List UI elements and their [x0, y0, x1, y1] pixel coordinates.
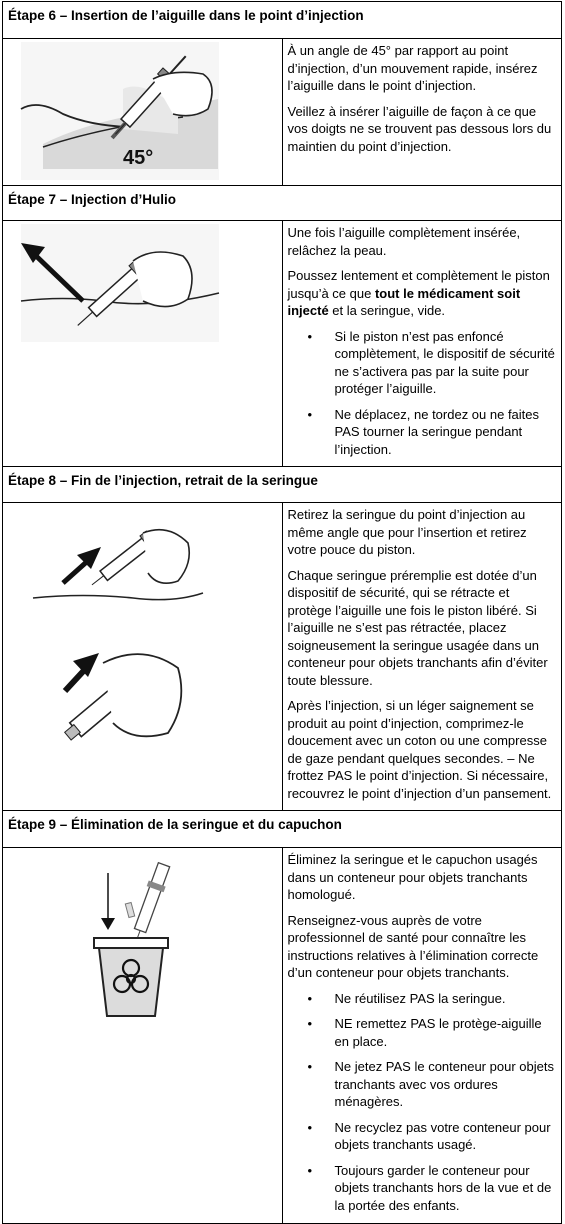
step9-bullet-4: • Ne recyclez pas votre conteneur pour objets tranchants usagé. [288, 1119, 558, 1154]
step9-paragraph-1: Éliminez la seringue et le capuchon usagés dans un conteneur pour objets tranchants homologué. [287, 852, 538, 902]
angle-45-label: 45° [123, 147, 154, 169]
step9-bullet-5: • Toujours garder le conteneur pour objets tranchants hors de la vue et de la portée des enfants. [288, 1162, 558, 1215]
step7-p2-after: et la seringue, vide. [328, 303, 446, 318]
insert-needle-45-image [3, 39, 235, 186]
step6-text [282, 39, 562, 186]
step7-bullet-list [288, 328, 558, 459]
step6-illustration [3, 39, 283, 186]
step7-text [282, 221, 562, 467]
step8-header: Étape 8 – Fin de l’injection, retrait de la seringue [3, 467, 562, 503]
step7-bullet-2: • Ne déplacez, ne tordez ou ne faites PAS tourner la seringue pendant l’injection. [288, 406, 558, 459]
step9-header-row [3, 811, 562, 848]
step6-header: Étape 6 – Insertion de l’aiguille dans le point d’injection [3, 2, 562, 39]
sharps-container-image [3, 848, 235, 1224]
step9-bullet-list [288, 990, 558, 1215]
step9-illustration [3, 848, 283, 1224]
step8-paragraph-2: Chaque seringue préremplie est dotée d’un dispositif de sécurité, qui se rétracte et protège l’aiguille une fois le piston libéré. Si l’aiguille ne s’est pas rétractée, placez soigneusement la seringue usagée dans un conteneur pour objets tranchants afin d’éviter toute blessure. [287, 567, 548, 688]
step7-p2-before: Poussez lentement et complètement le piston jusqu’à ce que [287, 268, 550, 301]
step8-illustration [3, 503, 283, 811]
step8-header-row [3, 467, 562, 503]
step7-p2-bold: tout le médicament soit injecté [287, 285, 521, 318]
step7-header-row [3, 186, 562, 221]
step9-row [3, 848, 562, 1224]
step6-paragraph-2: Veillez à insérer l’aiguille de façon à ce que vos doigts ne se trouvent pas dessous lors du maintien du point d’injection. [287, 103, 552, 154]
step9-bullet-1: • Ne réutilisez PAS la seringue. [288, 990, 558, 1008]
steps-table [2, 1, 562, 1224]
step9-header: Étape 9 – Élimination de la seringue et du capuchon [3, 811, 562, 848]
step7-row [3, 221, 562, 467]
inject-plunger-image [3, 221, 235, 465]
step7-paragraph-1: Une fois l’aiguille complètement insérée, relâchez la peau. [287, 225, 521, 258]
step7-paragraph-2 [288, 267, 558, 320]
step8-text [282, 503, 562, 811]
withdraw-syringe-image [3, 503, 235, 809]
step6-paragraph-1: À un angle de 45° par rapport au point d’injection, d’un mouvement rapide, insérez l’aiguille dans le point d’injection. [287, 43, 538, 93]
step6-header-row [3, 2, 562, 39]
step9-paragraph-2: Renseignez-vous auprès de votre professionnel de santé pour connaître les instructions relatives à l’élimination correcte d’un conteneur pour objets tranchants. [287, 912, 539, 980]
step8-paragraph-1: Retirez la seringue du point d’injection au même angle que pour l’insertion et retirez votre pouce du piston. [287, 507, 527, 557]
step9-text [282, 848, 562, 1224]
step8-paragraph-3: Après l’injection, si un léger saignement se produit au point d’injection, comprimez-le doucement avec un coton ou une compresse de gaze pendant quelques secondes. – Ne frottez PAS le point d’injection. Si nécessaire, recouvrez le point d’injection d’un pansement. [287, 698, 552, 801]
step9-bullet-3: • Ne jetez PAS le conteneur pour objets tranchants avec vos ordures ménagères. [288, 1058, 558, 1111]
step7-illustration [3, 221, 283, 467]
step8-row [3, 503, 562, 811]
step7-bullet-1: • Si le piston n’est pas enfoncé complètement, le dispositif de sécurité ne s’activera pas par la suite pour protéger l’aiguille. [288, 328, 558, 398]
step6-row [3, 39, 562, 186]
step7-header: Étape 7 – Injection d’Hulio [3, 186, 562, 221]
step9-bullet-2: • NE remettez PAS le protège-aiguille en place. [288, 1015, 558, 1050]
